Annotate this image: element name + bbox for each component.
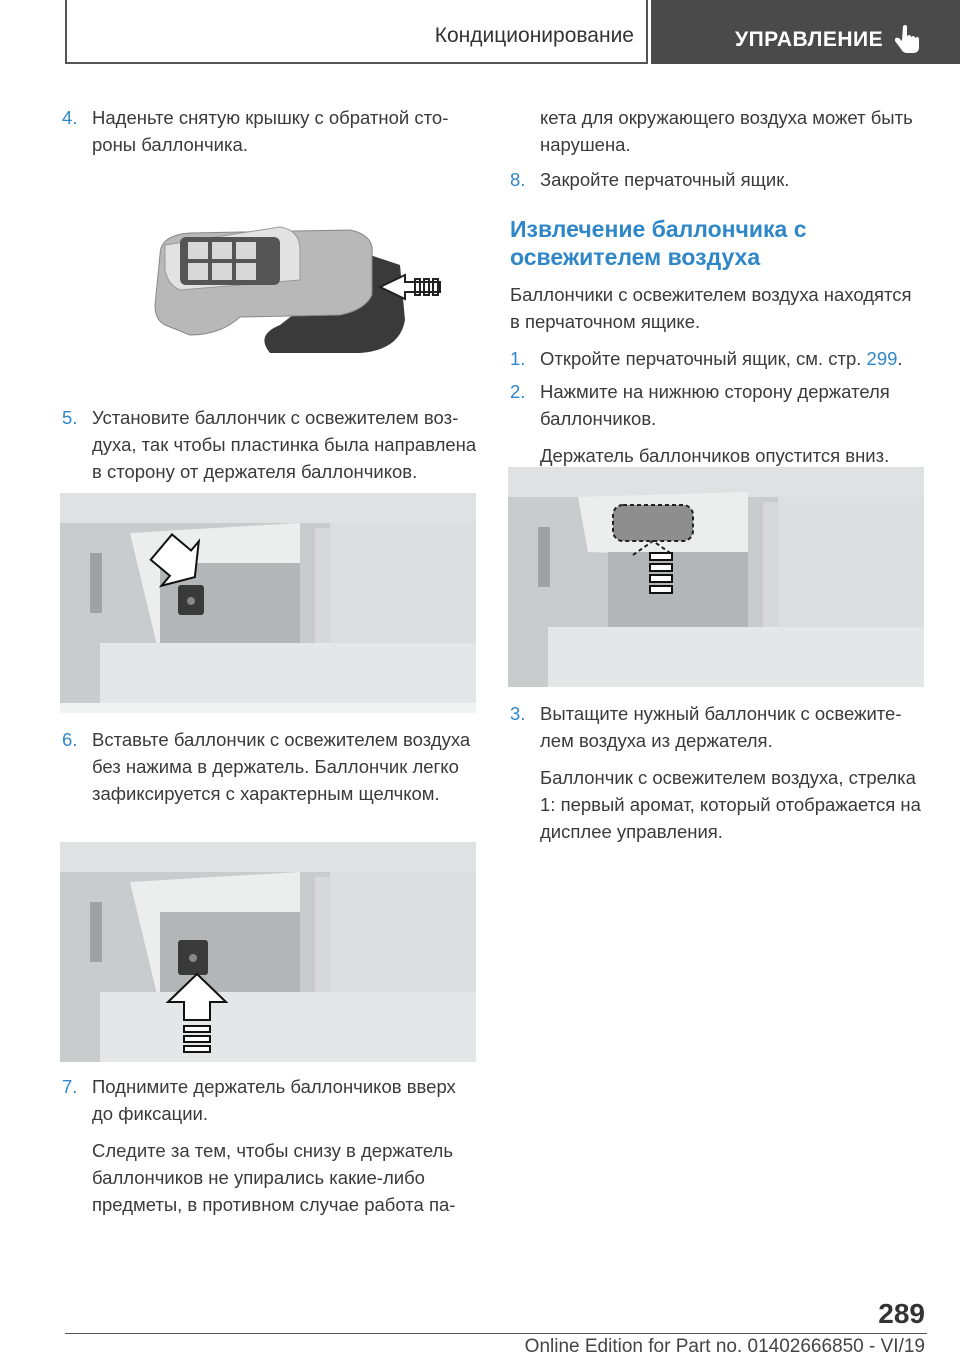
step-1 — [510, 345, 925, 372]
figure-cartridge-cover — [150, 225, 455, 360]
note-text: Баллончик с освежителем воздуха, стрелка 1: первый аромат, который отображается на дисплее управления. — [540, 767, 921, 842]
step-2-note — [510, 442, 925, 469]
step-number: 5. — [62, 407, 78, 428]
step-text: Нажмите на нижнюю сторону держателя баллончиков. — [540, 381, 890, 429]
step-7-note — [62, 1137, 477, 1218]
step-number: 6. — [62, 729, 78, 750]
hand-pointer-icon — [895, 24, 921, 54]
step-text: Закройте перчаточный ящик. — [540, 169, 790, 190]
continuation-text: кета для окружающего воздуха может быть нарушена. — [540, 107, 913, 155]
header-section-box — [65, 0, 648, 64]
step-2 — [510, 378, 925, 432]
section-heading: Извлечение баллончика с освежителем воздуха — [510, 216, 807, 270]
intro-text: Баллончики с освежителем воздуха находятся в перчаточном ящике. — [510, 284, 912, 332]
step-number: 1. — [510, 348, 526, 369]
figure-holder-lower — [508, 467, 924, 687]
step-number: 7. — [62, 1076, 78, 1097]
step-text: Наденьте снятую крышку с обратной стороны баллончика. — [92, 107, 449, 155]
step-number: 4. — [62, 107, 78, 128]
step-text: Установите баллончик с освежителем воздуха, так чтобы пластинка была направлена в сторону от держателя баллончиков. — [92, 407, 477, 482]
left-column-step5 — [62, 404, 477, 485]
figure-holder-lift — [60, 842, 476, 1062]
left-column-step6 — [62, 726, 477, 807]
section-title: Кондиционирование — [434, 24, 634, 47]
right-column-step3 — [510, 700, 925, 845]
note-text: Следите за тем, чтобы снизу в держатель баллончиков не упирались какие-либо предметы, в противном случае работа па- — [92, 1140, 456, 1215]
step-text-before: Откройте перчаточный ящик, см. стр. — [540, 348, 867, 369]
right-column — [510, 104, 925, 469]
step-text: Поднимите держатель баллончиков вверх до фиксации. — [92, 1076, 456, 1124]
chapter-tab-label: УПРАВЛЕНИЕ — [735, 28, 884, 51]
step-text: Вытащите нужный баллончик с освежителем воздуха из держателя. — [540, 703, 902, 751]
step-number: 3. — [510, 703, 526, 724]
step-7 — [62, 1073, 477, 1127]
step-6 — [62, 726, 477, 807]
page-link[interactable]: 299 — [866, 348, 898, 369]
footer-divider — [65, 1333, 927, 1334]
step-4 — [62, 104, 477, 158]
figure-holder-insert — [60, 493, 476, 713]
note-text: Держатель баллончиков опустится вниз. — [540, 445, 890, 466]
step-3-note — [510, 764, 925, 845]
page-number: 289 — [878, 1298, 925, 1329]
left-column — [62, 104, 477, 158]
step-3 — [510, 700, 925, 754]
step-text-after: . — [897, 348, 903, 369]
step-number: 8. — [510, 169, 526, 190]
step-5 — [62, 404, 477, 485]
step-text: Вставьте баллончик с освежителем воздуха без нажима в держатель. Баллончик легко зафиксируется с характерным щелчком. — [92, 729, 471, 804]
left-column-step7 — [62, 1073, 477, 1218]
step-number: 2. — [510, 381, 526, 402]
step-8 — [510, 166, 925, 193]
step-text — [540, 345, 925, 372]
footer-edition: Online Edition for Part no. 01402666850 - VI/19 — [524, 1336, 925, 1357]
